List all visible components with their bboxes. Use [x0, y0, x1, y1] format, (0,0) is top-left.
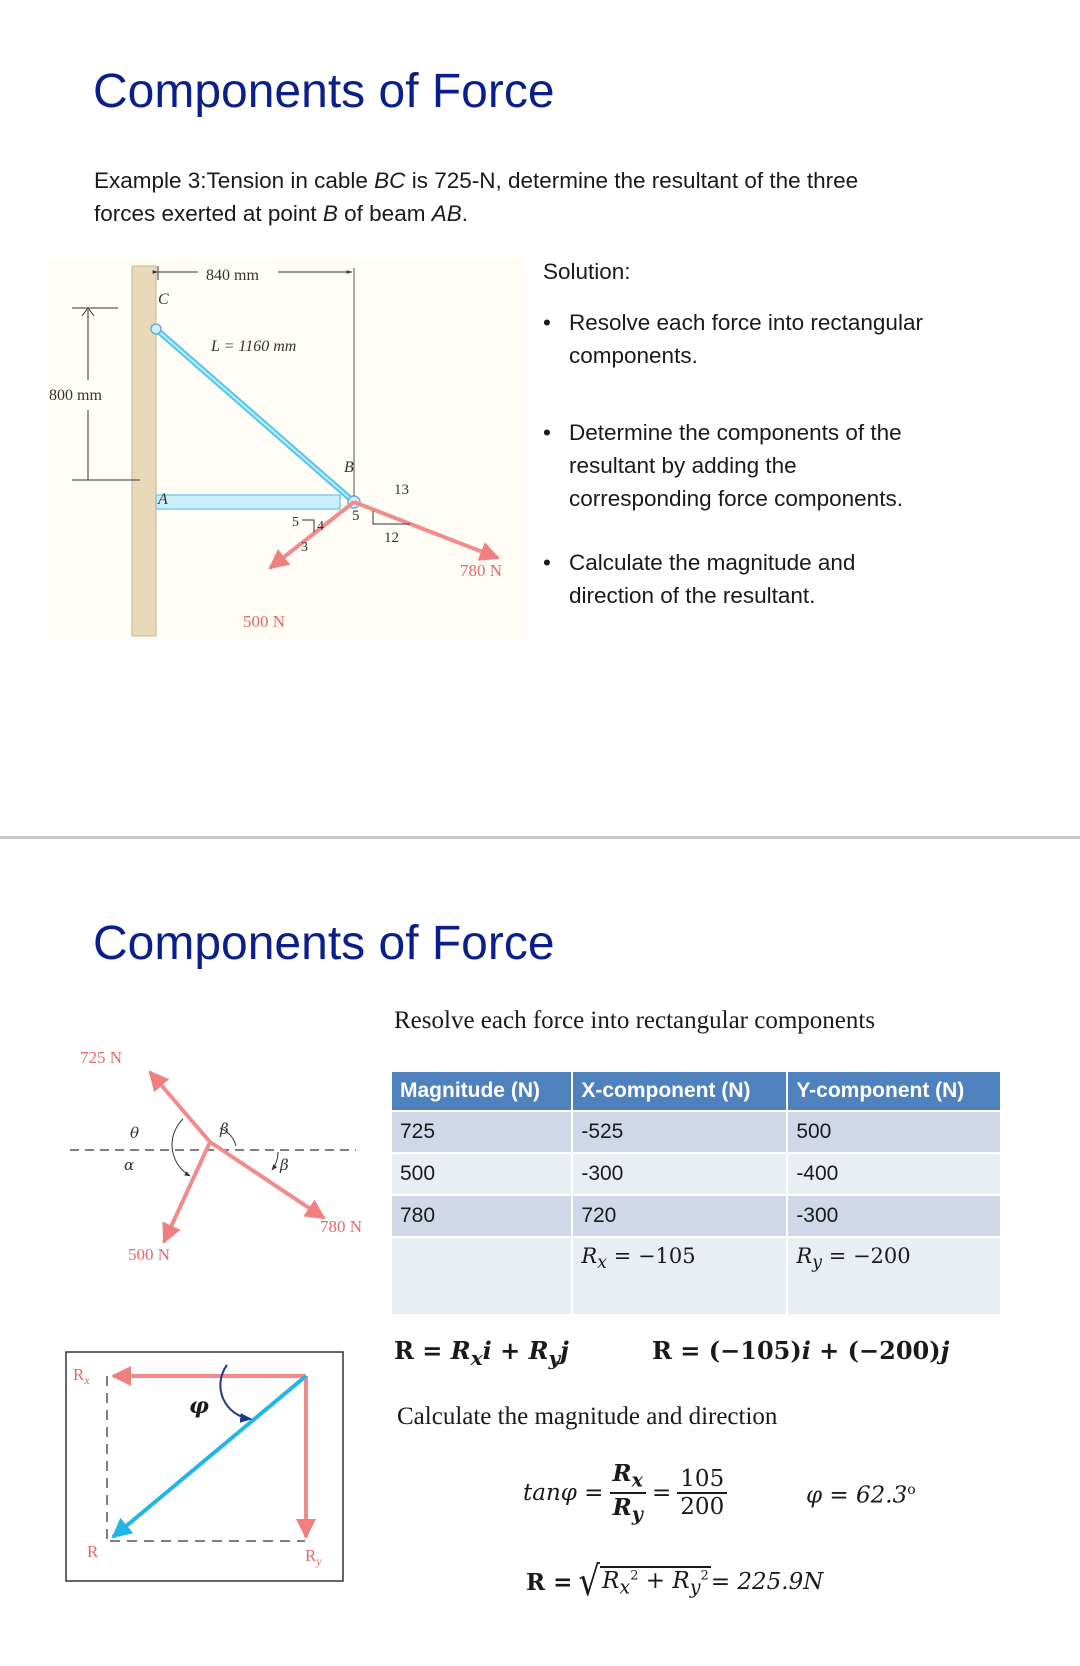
ry-label: $R_y$ [305, 1546, 322, 1568]
slope2-horiz: 12 [384, 530, 399, 546]
header-y-component: Y-component (N) [787, 1072, 1001, 1111]
table-row [392, 1153, 1001, 1195]
cell-empty [392, 1237, 572, 1314]
slope1-horiz: 3 [301, 540, 308, 555]
solution-heading: Solution: [543, 259, 631, 284]
table-header-row [392, 1072, 1001, 1111]
slope1-hyp: 5 [292, 515, 299, 530]
bullet-2: • Determine the components of the resultant by adding the corresponding force components. [543, 416, 1023, 515]
force-780-label: 780 N [460, 561, 503, 580]
force-500-label: 500 N [128, 1245, 171, 1264]
cell-y: 500 [787, 1111, 1001, 1153]
header-x-component: X-component (N) [572, 1072, 787, 1111]
alpha-label: α [124, 1156, 135, 1174]
cell-x: -525 [572, 1111, 787, 1153]
pin-c [151, 324, 161, 334]
force-780-arrow [210, 1142, 324, 1218]
dim-800-label: 800 mm [49, 387, 102, 404]
force-500-arrow [164, 1142, 210, 1242]
cell-y: -300 [787, 1195, 1001, 1237]
cell-magnitude: 725 [392, 1111, 572, 1153]
cell-sum-x: $R_x = -105$ [572, 1237, 787, 1314]
slope1-vert: 4 [317, 519, 324, 534]
table-sum-row [392, 1237, 1001, 1314]
bullet-1: • Resolve each force into rectangular components. [543, 306, 1023, 372]
phi-result: $\varphi = 62.3^o$ [806, 1482, 916, 1509]
slide2-subtitle: Resolve each force into rectangular components [394, 1007, 876, 1034]
slide2-title: Components of Force [93, 917, 555, 970]
force-500-label: 500 N [243, 612, 286, 631]
beta-label-2: β [280, 1156, 289, 1174]
table-row [392, 1195, 1001, 1237]
vector-equation: $R = R_xi + R_yj$ [394, 1336, 569, 1370]
dim-840-label: 840 mm [206, 267, 259, 284]
cell-y: -400 [787, 1153, 1001, 1195]
cell-sum-y: $R_y = -200$ [787, 1237, 1001, 1314]
point-c-label: C [158, 291, 169, 308]
cell-x: 720 [572, 1195, 787, 1237]
force-725-arrow [150, 1072, 210, 1142]
slide1-title: Components of Force [93, 65, 555, 118]
cell-x: -300 [572, 1153, 787, 1195]
r-label: R [87, 1542, 99, 1561]
slide-divider [0, 836, 1080, 839]
rx-label: $R_x$ [73, 1365, 90, 1387]
beam-ab [156, 495, 340, 509]
slope2-hyp: 13 [394, 482, 409, 498]
dim-length-label: L = 1160 mm [211, 338, 297, 355]
tan-equation: tanφ = $\frac{R_x}{R_y}$ = $\frac{105}{200}$ [523, 1460, 727, 1525]
wall [132, 266, 156, 636]
beta-label-1: β [220, 1120, 229, 1138]
vector-value-equation: R = (−105)i + (−200)j [652, 1336, 950, 1365]
magnitude-equation: R = √ $R_x^2 + R_y^2$ = 225.9N [526, 1558, 824, 1606]
table-row [392, 1111, 1001, 1153]
solution-bullets [543, 306, 1023, 612]
resultant-diagram [65, 1351, 345, 1583]
point-a-label: A [158, 491, 168, 508]
cell-magnitude: 500 [392, 1153, 572, 1195]
force-780-label: 780 N [320, 1217, 363, 1236]
calc-heading: Calculate the magnitude and direction [397, 1403, 778, 1430]
beam-cable-figure [48, 258, 523, 640]
bullet-3: • Calculate the magnitude and direction of the resultant. [543, 546, 1023, 612]
theta-label: θ [130, 1124, 140, 1142]
force-diagram [60, 1046, 380, 1278]
force-725-label: 725 N [80, 1048, 123, 1067]
phi-label: φ [189, 1393, 209, 1419]
components-table [392, 1072, 1002, 1314]
point-b-label: B [344, 459, 354, 476]
slope2-vert: 5 [352, 508, 360, 524]
header-magnitude: Magnitude (N) [392, 1072, 572, 1111]
example-statement: Example 3:Tension in cable BC is 725-N, determine the resultant of the three forces exerted at point B of beam AB. [94, 168, 859, 226]
cell-magnitude: 780 [392, 1195, 572, 1237]
